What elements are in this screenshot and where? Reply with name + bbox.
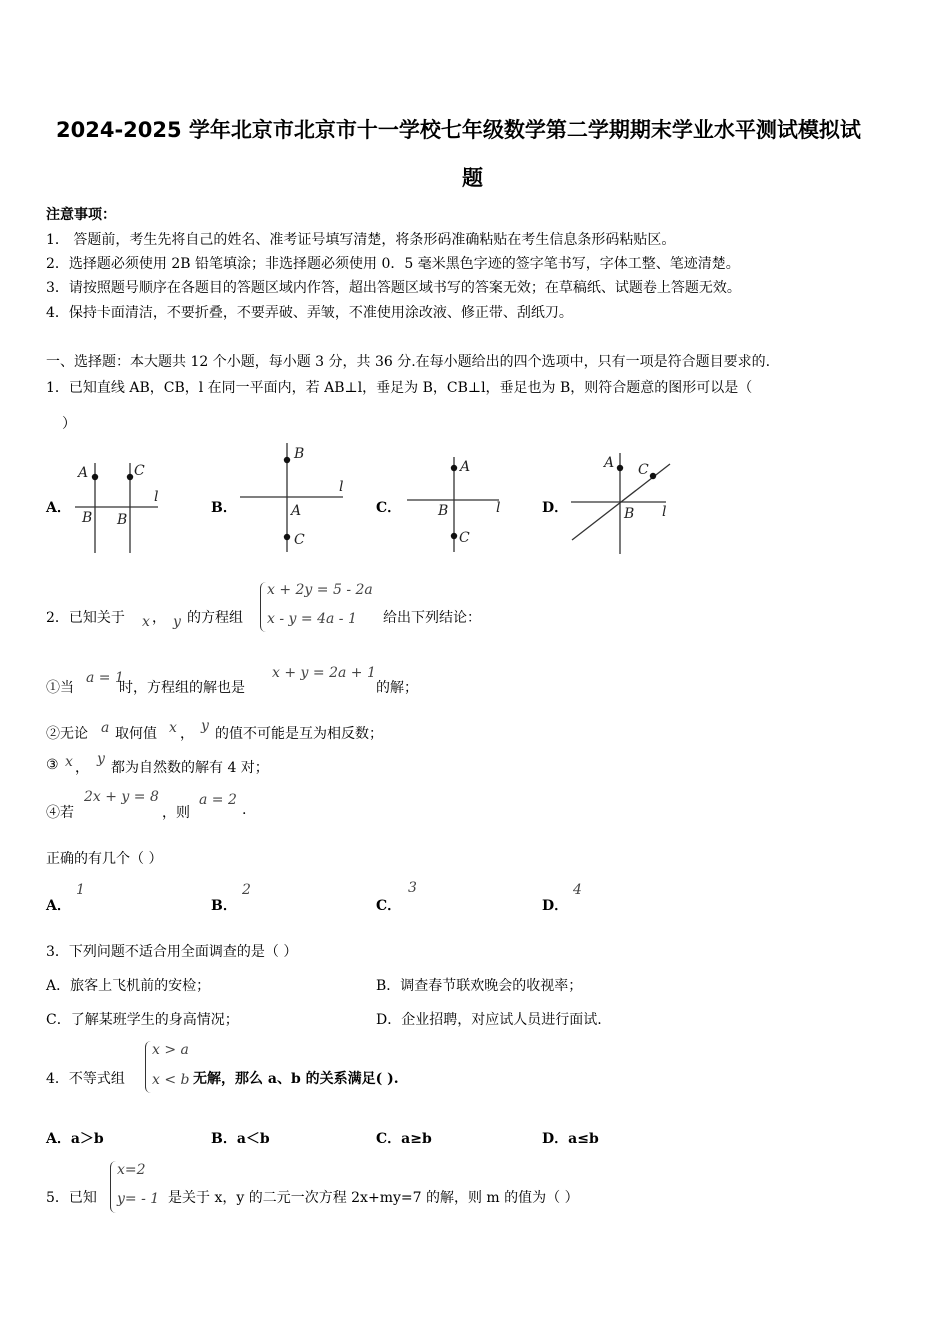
question-5-suffix: 是关于 x，y 的二元一次方程 2x+my=7 的解，则 m 的值为（ ） bbox=[168, 1190, 579, 1206]
system-brace bbox=[110, 1161, 116, 1213]
comma: ， bbox=[75, 760, 89, 776]
period: . bbox=[242, 802, 247, 818]
option-d-value: 4 bbox=[573, 882, 582, 898]
page-title-line2: 题 bbox=[462, 166, 483, 190]
equation: x + y = 2a + 1 bbox=[272, 665, 376, 681]
conclusion-3-prefix: ③ bbox=[46, 757, 59, 773]
option-b-label: B． bbox=[211, 898, 237, 914]
q3-option-d: D．企业招聘，对应试人员进行面试. bbox=[376, 1012, 602, 1028]
var-y: y bbox=[201, 718, 209, 734]
q1-option-b-label: B． bbox=[211, 500, 237, 516]
label-c: C bbox=[134, 463, 145, 479]
var-x: x bbox=[65, 754, 73, 770]
conclusion-4-mid: ，则 bbox=[162, 805, 190, 821]
var-x: x bbox=[169, 720, 177, 736]
q3-option-a: A．旅客上飞机前的安检； bbox=[46, 978, 211, 994]
question-1-close: ） bbox=[62, 416, 76, 432]
q1-option-c-label: C． bbox=[376, 500, 402, 516]
inequality-1: x > a bbox=[152, 1042, 189, 1058]
notice-item: 3．请按照题号顺序在各题目的答题区域内作答，超出答题区域书写的答案无效；在草稿纸、试题卷上答题无效。 bbox=[46, 280, 741, 296]
q1-option-a-label: A． bbox=[46, 500, 71, 516]
label-a: A bbox=[291, 503, 302, 519]
conclusion-4-prefix: ④若 bbox=[46, 805, 74, 821]
section-heading: 一、选择题：本大题共 12 个小题，每小题 3 分，共 36 分.在每小题给出的四个选项中，只有一项是符合题目要求的. bbox=[46, 354, 771, 370]
solution-x: x=2 bbox=[117, 1162, 146, 1178]
conclusion-1-prefix: ①当 bbox=[46, 680, 74, 696]
label-b: B bbox=[624, 506, 635, 522]
var-a: a bbox=[101, 720, 110, 736]
q1-option-d-label: D． bbox=[542, 500, 569, 516]
q1-figure-d bbox=[566, 448, 674, 556]
var-x: x bbox=[142, 614, 150, 630]
question-3-text: 3．下列问题不适合用全面调查的是（ ） bbox=[46, 944, 298, 960]
conclusion-2-prefix: ②无论 bbox=[46, 726, 88, 742]
comma: ， bbox=[152, 610, 166, 626]
question-5-prefix: 5．已知 bbox=[46, 1190, 97, 1206]
label-b: B bbox=[117, 512, 128, 528]
option-a-label: A． bbox=[46, 898, 71, 914]
q1-figure-c bbox=[402, 452, 507, 555]
option-b-value: 2 bbox=[242, 882, 251, 898]
system-brace bbox=[260, 582, 266, 632]
solution-y: y= - 1 bbox=[117, 1191, 160, 1207]
label-c: C bbox=[459, 530, 470, 546]
option-a-value: 1 bbox=[76, 882, 85, 898]
label-l: l bbox=[154, 489, 159, 505]
conclusion-2-mid: 取何值 bbox=[115, 726, 157, 742]
q4-option-a: A．a＞b bbox=[46, 1131, 104, 1147]
question-2-suffix: 给出下列结论： bbox=[383, 610, 481, 626]
label-a: A bbox=[604, 455, 615, 471]
var-y: y bbox=[97, 751, 105, 767]
q4-option-c: C．a≥b bbox=[376, 1131, 432, 1147]
inequality-2: x < b bbox=[152, 1072, 190, 1088]
comma: ， bbox=[180, 726, 194, 742]
question-2-ask: 正确的有几个（ ） bbox=[46, 851, 163, 867]
q3-option-b: B．调查春节联欢晚会的收视率； bbox=[376, 978, 583, 994]
option-c-label: C． bbox=[376, 898, 402, 914]
label-a: A bbox=[460, 459, 471, 475]
q1-figure-b bbox=[235, 440, 350, 555]
question-1-text: 1．已知直线 AB，CB，l 在同一平面内，若 AB⊥l，垂足为 B，CB⊥l，垂足也为 B，则符合题意的图形可以是（ bbox=[46, 380, 753, 396]
question-2-mid: 的方程组 bbox=[187, 610, 243, 626]
question-4-suffix: 无解，那么 a、b 的关系满足( ). bbox=[193, 1071, 399, 1087]
condition-a: a = 1 bbox=[86, 670, 124, 686]
option-c-value: 3 bbox=[408, 880, 417, 896]
label-l: l bbox=[662, 504, 667, 520]
equation-1: x + 2y = 5 - 2a bbox=[267, 582, 373, 598]
equation: 2x + y = 8 bbox=[84, 789, 159, 805]
var-y: y bbox=[173, 614, 181, 630]
conclusion-3-suffix: 都为自然数的解有 4 对； bbox=[111, 760, 269, 776]
page-title-line1: 2024-2025 学年北京市北京市十一学校七年级数学第二学期期末学业水平测试模拟试 bbox=[56, 118, 861, 142]
label-b: B bbox=[82, 510, 93, 526]
label-l: l bbox=[496, 500, 501, 516]
q4-option-d: D．a≤b bbox=[542, 1131, 599, 1147]
notice-item: 4．保持卡面清洁，不要折叠，不要弄破、弄皱，不准使用涂改液、修正带、刮纸刀。 bbox=[46, 305, 573, 321]
q1-figure-a bbox=[70, 455, 165, 555]
label-a: A bbox=[78, 465, 89, 481]
label-l: l bbox=[339, 479, 344, 495]
equation-2: x - y = 4a - 1 bbox=[267, 611, 357, 627]
result: a = 2 bbox=[199, 792, 237, 808]
conclusion-1-suffix: 的解； bbox=[376, 680, 418, 696]
notice-heading: 注意事项： bbox=[46, 207, 116, 223]
q3-option-c: C．了解某班学生的身高情况； bbox=[46, 1012, 239, 1028]
system-brace bbox=[145, 1041, 151, 1093]
label-b: B bbox=[294, 446, 305, 462]
label-c: C bbox=[638, 462, 649, 478]
question-2-prefix: 2．已知关于 bbox=[46, 610, 125, 626]
conclusion-1-mid: 时，方程组的解也是 bbox=[119, 680, 245, 696]
q4-option-b: B．a＜b bbox=[211, 1131, 270, 1147]
conclusion-2-suffix: 的值不可能是互为相反数； bbox=[215, 726, 383, 742]
label-c: C bbox=[294, 532, 305, 548]
option-d-label: D． bbox=[542, 898, 569, 914]
notice-item: 1． 答题前，考生先将自己的姓名、准考证号填写清楚，将条形码准确粘贴在考生信息条形码粘贴区。 bbox=[46, 232, 676, 248]
notice-item: 2．选择题必须使用 2B 铅笔填涂；非选择题必须使用 0．5 毫米黑色字迹的签字笔书写，字体工整、笔迹清楚。 bbox=[46, 256, 740, 272]
label-b: B bbox=[438, 503, 449, 519]
question-4-prefix: 4．不等式组 bbox=[46, 1071, 125, 1087]
